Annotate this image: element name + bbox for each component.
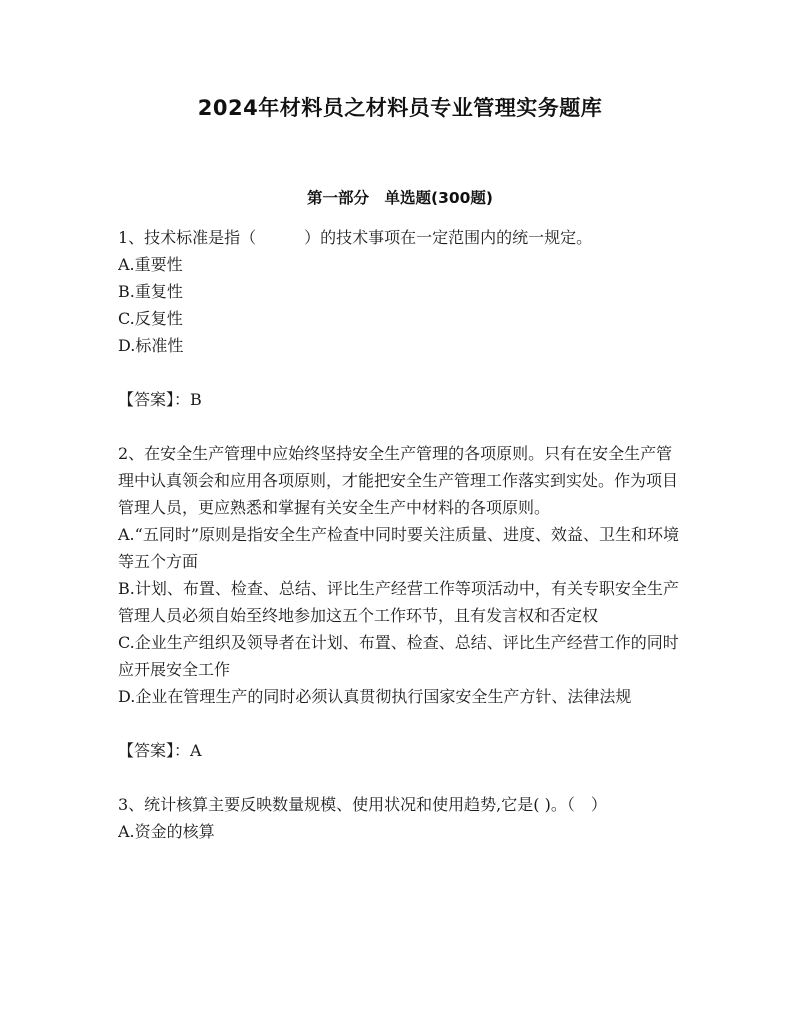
spacer	[118, 413, 683, 440]
question-stem: 2、在安全生产管理中应始终坚持安全生产管理的各项原则。只有在安全生产管理中认真领会和应用各项原则，才能把安全生产管理工作落实到实处。作为项目管理人员，更应熟悉和掌握有关安全生产中材料的各项原则。	[118, 444, 679, 517]
option-a: A.资金的核算	[118, 822, 215, 841]
question-1	[118, 224, 683, 440]
option-b: B.计划、布置、检查、总结、评比生产经营工作等项活动中，有关专职安全生产管理人员必须自始至终地参加这五个工作环节，且有发言权和否定权	[118, 579, 679, 625]
option-c: C.企业生产组织及领导者在计划、布置、检查、总结、评比生产经营工作的同时应开展安全工作	[118, 633, 679, 679]
option-a: A.“五同时”原则是指安全生产检查中同时要关注质量、进度、效益、卫生和环境等五个方面	[118, 525, 680, 571]
option-d: D.标准性	[118, 336, 184, 355]
question-3	[118, 791, 683, 845]
question-list	[118, 224, 683, 845]
option-a: A.重要性	[118, 255, 183, 274]
spacer	[118, 710, 683, 737]
section-title: 第一部分 单选题(300题)	[306, 189, 494, 207]
spacer	[118, 359, 683, 386]
answer-label: 【答案】：A	[118, 741, 202, 760]
question-stem: 1、技术标准是指（ ）的技术事项在一定范围内的统一规定。	[118, 228, 593, 247]
answer-label: 【答案】：B	[118, 390, 202, 409]
document-title: 2024年材料员之材料员专业管理实务题库	[197, 96, 603, 120]
spacer	[118, 764, 683, 791]
option-b: B.重复性	[118, 282, 183, 301]
question-stem: 3、统计核算主要反映数量规模、使用状况和使用趋势,它是( )。（ ）	[118, 795, 607, 814]
option-d: D.企业在管理生产的同时必须认真贯彻执行国家安全生产方针、法律法规	[118, 687, 632, 706]
question-2	[118, 440, 683, 791]
option-c: C.反复性	[118, 309, 183, 328]
